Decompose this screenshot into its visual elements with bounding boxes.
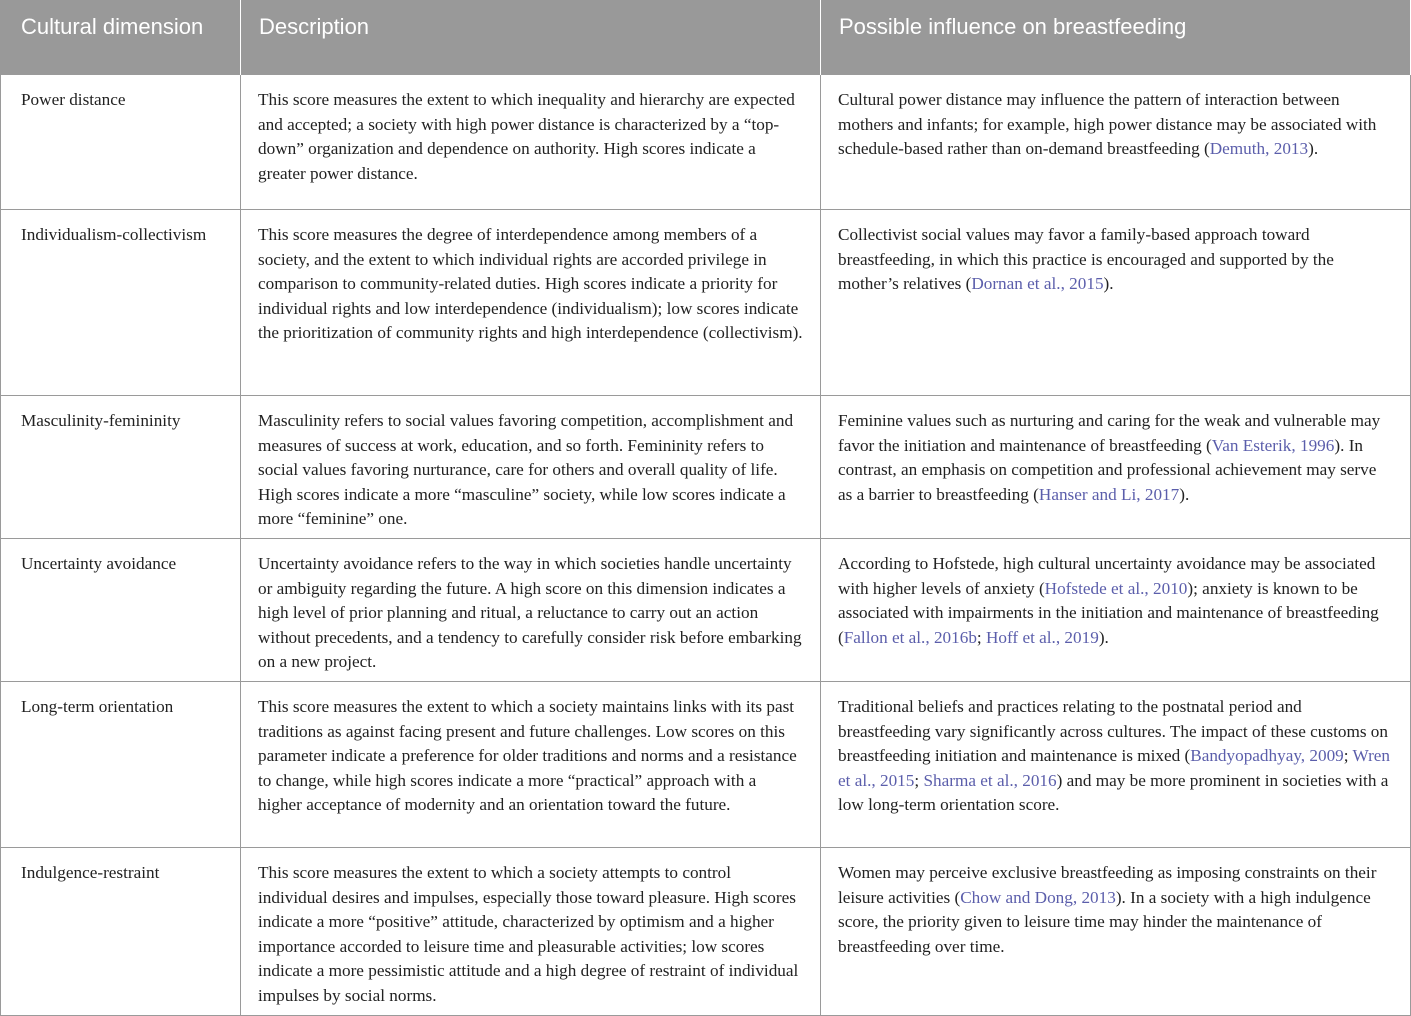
influence-text: Cultural power distance may influence the pattern of interaction between mothers and infants; for example, high power distance may be associated with schedule-based rather than on-demand breastfeeding (	[838, 90, 1377, 159]
citation-link[interactable]: Dornan et al., 2015	[971, 274, 1104, 294]
influence-text: ;	[976, 627, 986, 647]
influence-cell	[821, 396, 1411, 539]
dimension-cell: Uncertainty avoidance	[1, 538, 241, 681]
influence-cell	[821, 681, 1411, 847]
influence-cell	[821, 75, 1411, 210]
table-row	[1, 396, 1411, 539]
influence-text: ); anxiety is known to be associated with impairments in the initiation and maintenance of breastfeeding (	[838, 578, 1379, 647]
citation-link[interactable]: Hoff et al., 2019	[986, 627, 1099, 647]
citation-link[interactable]: Hofstede et al., 2010	[1044, 578, 1188, 598]
header-cultural-dimension: Cultural dimension	[1, 0, 241, 75]
description-cell: This score measures the degree of interdependence among members of a society, and the extent to which individual rights are accorded privilege in comparison to community-related duties. High scores indicate a priority for individual rights and low interdependence (individualism); low scores indicate the prioritization of community rights and high interdependence (collectivism).	[241, 210, 821, 396]
influence-text: ).	[1308, 139, 1319, 159]
description-cell: This score measures the extent to which a society maintains links with its past traditions as against facing present and future challenges. Low scores on this parameter indicate a preference for older traditions and norms and a resistance to change, while high scores indicate a more “practical” approach with a higher acceptance of modernity and an orientation toward the future.	[241, 681, 821, 847]
influence-cell	[821, 210, 1411, 396]
citation-link[interactable]: Bandyopadhyay, 2009	[1190, 746, 1344, 766]
influence-text: Women may perceive exclusive breastfeeding as imposing constraints on their leisure activities (	[838, 862, 1377, 907]
citation-link[interactable]: Sharma et al., 2016	[923, 770, 1057, 790]
citation-link[interactable]: Hanser and Li, 2017	[1038, 484, 1180, 504]
influence-text: ). In a society with a high indulgence score, the priority given to leisure time may hinder the maintenance of breastfeeding over time.	[838, 887, 1371, 956]
header-row	[1, 0, 1411, 75]
header-description: Description	[241, 0, 821, 75]
influence-text: ). In contrast, an emphasis on competition and professional achievement may serve as a barrier to breastfeeding (	[838, 435, 1377, 504]
citation-link[interactable]: Chow and Dong, 2013	[960, 887, 1116, 907]
influence-text: ).	[1179, 484, 1190, 504]
citation-link[interactable]: Fallon et al., 2016b	[843, 627, 977, 647]
dimension-cell: Power distance	[1, 75, 241, 210]
influence-cell	[821, 538, 1411, 681]
influence-cell	[821, 847, 1411, 1015]
description-cell: This score measures the extent to which a society attempts to control individual desires and impulses, especially those toward pleasure. High scores indicate a more “positive” attitude, characterized by optimism and a higher importance accorded to leisure time and pleasurable activities; low scores indicate a more pessimistic attitude and a high degree of restraint of individual impulses by social norms.	[241, 847, 821, 1015]
influence-text: ;	[1343, 746, 1353, 766]
table-row	[1, 847, 1411, 1015]
header-possible-influence: Possible influence on breastfeeding	[821, 0, 1411, 75]
citation-link[interactable]: Van Esterik, 1996	[1211, 435, 1335, 455]
influence-text: Collectivist social values may favor a family-based approach toward breastfeeding, in which this practice is encouraged and supported by the mother’s relatives (	[838, 225, 1334, 294]
table-row	[1, 538, 1411, 681]
citation-link[interactable]: Demuth, 2013	[1209, 139, 1309, 159]
description-cell: This score measures the extent to which inequality and hierarchy are expected and accepted; a society with high power distance is characterized by a “top-down” organization and dependence on authority. High scores indicate a greater power distance.	[241, 75, 821, 210]
influence-text: ;	[914, 770, 924, 790]
influence-text: ).	[1098, 627, 1109, 647]
description-cell: Uncertainty avoidance refers to the way in which societies handle uncertainty or ambiguity regarding the future. A high score on this dimension indicates a high level of prior planning and ritual, a reluctance to carry out an action without precedents, and a tendency to carefully consider risk before embarking on a new project.	[241, 538, 821, 681]
table-row	[1, 681, 1411, 847]
dimension-cell: Long-term orientation	[1, 681, 241, 847]
influence-text: Traditional beliefs and practices relating to the postnatal period and breastfeeding vary significantly across cultures. The impact of these customs on breastfeeding initiation and maintenance is mixed (	[838, 696, 1388, 766]
dimension-cell: Individualism-collectivism	[1, 210, 241, 396]
table-row	[1, 210, 1411, 396]
influence-text: ).	[1103, 274, 1114, 294]
citation-link[interactable]: Wren et al., 2015	[838, 746, 1391, 790]
influence-text: Feminine values such as nurturing and caring for the weak and vulnerable may favor the initiation and maintenance of breastfeeding (	[838, 411, 1381, 455]
description-cell: Masculinity refers to social values favoring competition, accomplishment and measures of success at work, education, and so forth. Femininity refers to social values favoring nurturance, care for others and overall quality of life. High scores indicate a more “masculine” society, while low scores indicate a more “feminine” one.	[241, 396, 821, 539]
influence-text: According to Hofstede, high cultural uncertainty avoidance may be associated with higher levels of anxiety (	[838, 553, 1376, 598]
dimension-cell: Masculinity-femininity	[1, 396, 241, 539]
influence-text: ) and may be more prominent in societies with a low long-term orientation score.	[838, 770, 1389, 815]
table-row	[1, 75, 1411, 210]
dimension-cell: Indulgence-restraint	[1, 847, 241, 1015]
